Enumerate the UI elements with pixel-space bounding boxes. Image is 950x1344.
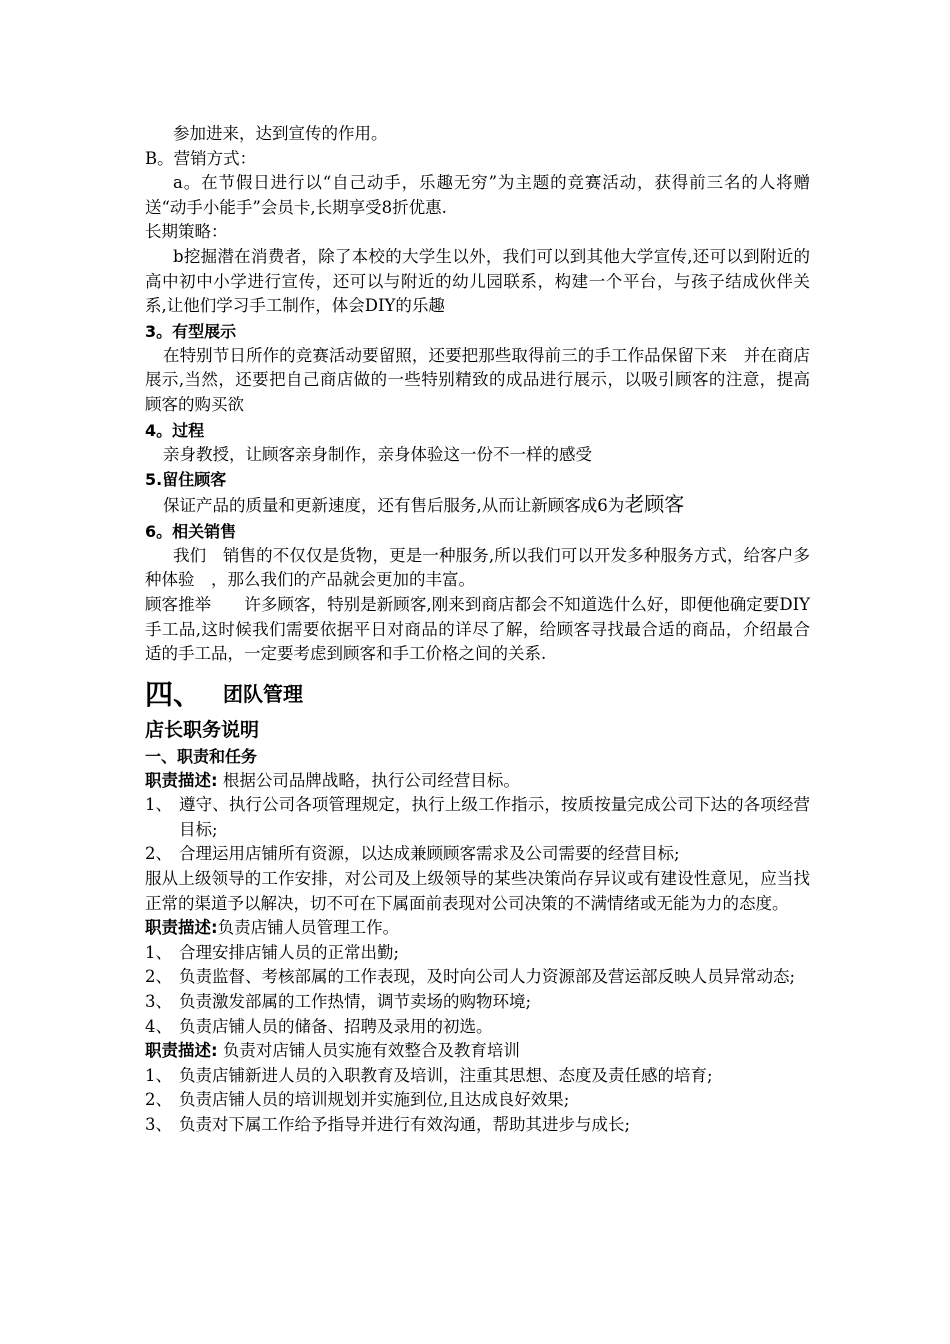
sub-heading: 一、职责和任务 bbox=[145, 746, 258, 766]
paragraph: 顾客推举 许多顾客，特别是新顾客,刚来到商店都会不知道选什么好，即便他确定要DIY手工品,这时候我们需要依据平日对商品的详尽了解，给顾客寻找最合适的商品，介绍最合适的手工品，一定要考虑到顾客和手工价格之间的关系. bbox=[145, 594, 810, 664]
duty-description bbox=[145, 769, 810, 794]
paragraph: 参加进来，达到宣传的作用。 bbox=[173, 124, 388, 143]
section-title: 团队管理 bbox=[223, 682, 304, 707]
list-item-text: 合理安排店铺人员的正常出勤; bbox=[179, 942, 400, 962]
list-item-text: 遵守、执行公司各项管理规定，执行上级工作指示，按质按量完成公司下达的各项经营目标; bbox=[179, 795, 810, 839]
list-item-text: 负责对下属工作给予指导并进行有效沟通，帮助其进步与成长; bbox=[179, 1115, 631, 1134]
list-item-text: 合理运用店铺所有资源，以达成兼顾顾客需求及公司需要的经营目标; bbox=[179, 844, 680, 864]
paragraph: 在特别节日所作的竞赛活动要留照，还要把那些取得前三的手工作品保留下来 并在商店展示,当然，还要把自己商店做的一些特别精致的成品进行展示，以吸引顾客的注意，提高顾客的购买欲 bbox=[145, 345, 810, 414]
duty-label: 职责描述: bbox=[145, 918, 218, 938]
heading-3: 3。有型展示 bbox=[145, 321, 237, 341]
section-heading bbox=[145, 675, 810, 711]
paragraph: 服从上级领导的工作安排，对公司及上级领导的某些决策尚存异议或有建设性意见，应当找正常的渠道予以解决，切不可在下属面前表现对公司决策的不满情绪或无能为力的态度。 bbox=[145, 869, 810, 913]
list-item-number: 4、 bbox=[145, 1016, 172, 1036]
list-item-text: 负责激发部属的工作热情，调节卖场的购物环境; bbox=[179, 992, 532, 1012]
list-item bbox=[145, 1113, 810, 1138]
list-item-number: 2、 bbox=[145, 967, 172, 987]
document-body bbox=[145, 122, 810, 1138]
list-item-text: 负责店铺新进人员的入职教育及培训，注重其思想、态度及责任感的培育; bbox=[179, 1065, 713, 1085]
paragraph: a。在节假日进行以“自己动手，乐趣无穷”为主题的竞赛活动，获得前三名的人将赠送“动手小能手”会员卡,长期享受8折优惠. bbox=[145, 173, 810, 217]
paragraph: 长期策略： bbox=[145, 222, 228, 242]
paragraph: 我们 销售的不仅仅是货物，更是一种服务,所以我们可以开发多种服务方式，给客户多种体验 ，那么我们的产品就会更加的丰富。 bbox=[145, 545, 810, 590]
paragraph-text: 保证产品的质量和更新速度，还有售后服务,从而让新顾客成6为 bbox=[163, 496, 625, 516]
list-item-number: 2、 bbox=[145, 844, 172, 864]
heading-4: 4。过程 bbox=[145, 420, 205, 440]
list-item-number: 1、 bbox=[145, 1065, 172, 1085]
paragraph: 亲身教授，让顾客亲身制作，亲身体验这一份不一样的感受 bbox=[163, 444, 592, 464]
manager-title: 店长职务说明 bbox=[145, 718, 260, 741]
paragraph: B。营销方式： bbox=[145, 148, 257, 168]
list-item bbox=[145, 965, 810, 990]
duty-label: 职责描述: bbox=[145, 1041, 218, 1061]
duty-label: 职责描述: bbox=[145, 770, 218, 790]
list-item-number: 1、 bbox=[145, 942, 172, 962]
section-number: 四、 bbox=[145, 677, 202, 711]
duty-text: 根据公司品牌战略，执行公司经营目标。 bbox=[222, 770, 520, 790]
list-item bbox=[145, 990, 810, 1015]
paragraph: b挖掘潜在消费者，除了本校的大学生以外，我们可以到其他大学宣传,还可以到附近的高中初中小学进行宣传，还可以与附近的幼儿园联系，构建一个平台，与孩子结成伙伴关系,让他们学习手工制作，体会DIY的乐趣 bbox=[145, 246, 810, 316]
list-item-number: 3、 bbox=[145, 1115, 172, 1134]
list-item bbox=[145, 1015, 810, 1040]
duty-text: 负责店铺人员管理工作。 bbox=[217, 918, 400, 938]
duty-description bbox=[145, 1039, 810, 1064]
list-item bbox=[145, 1064, 810, 1089]
list-item-text: 负责店铺人员的储备、招聘及录用的初选。 bbox=[179, 1016, 493, 1036]
duty-list bbox=[145, 941, 810, 1039]
duty-list bbox=[145, 793, 810, 867]
duty-text: 负责对店铺人员实施有效整合及教育培训 bbox=[222, 1041, 520, 1061]
heading-6: 6。相关销售 bbox=[145, 521, 237, 541]
list-item bbox=[145, 842, 810, 867]
paragraph-text-large: 老顾客 bbox=[624, 492, 685, 517]
list-item bbox=[145, 1088, 810, 1113]
duty-description bbox=[145, 916, 810, 941]
list-item-number: 1、 bbox=[145, 795, 172, 815]
paragraph bbox=[145, 492, 810, 519]
list-item-text: 负责监督、考核部属的工作表现，及时向公司人力资源部及营运部反映人员异常动态; bbox=[179, 967, 796, 987]
list-item-text: 负责店铺人员的培训规划并实施到位,且达成良好效果; bbox=[179, 1090, 570, 1110]
duty-list bbox=[145, 1064, 810, 1138]
list-item bbox=[145, 793, 810, 842]
list-item bbox=[145, 941, 810, 966]
list-item-number: 2、 bbox=[145, 1090, 172, 1110]
list-item-number: 3、 bbox=[145, 992, 172, 1012]
heading-5: 5.留住顾客 bbox=[145, 470, 227, 490]
